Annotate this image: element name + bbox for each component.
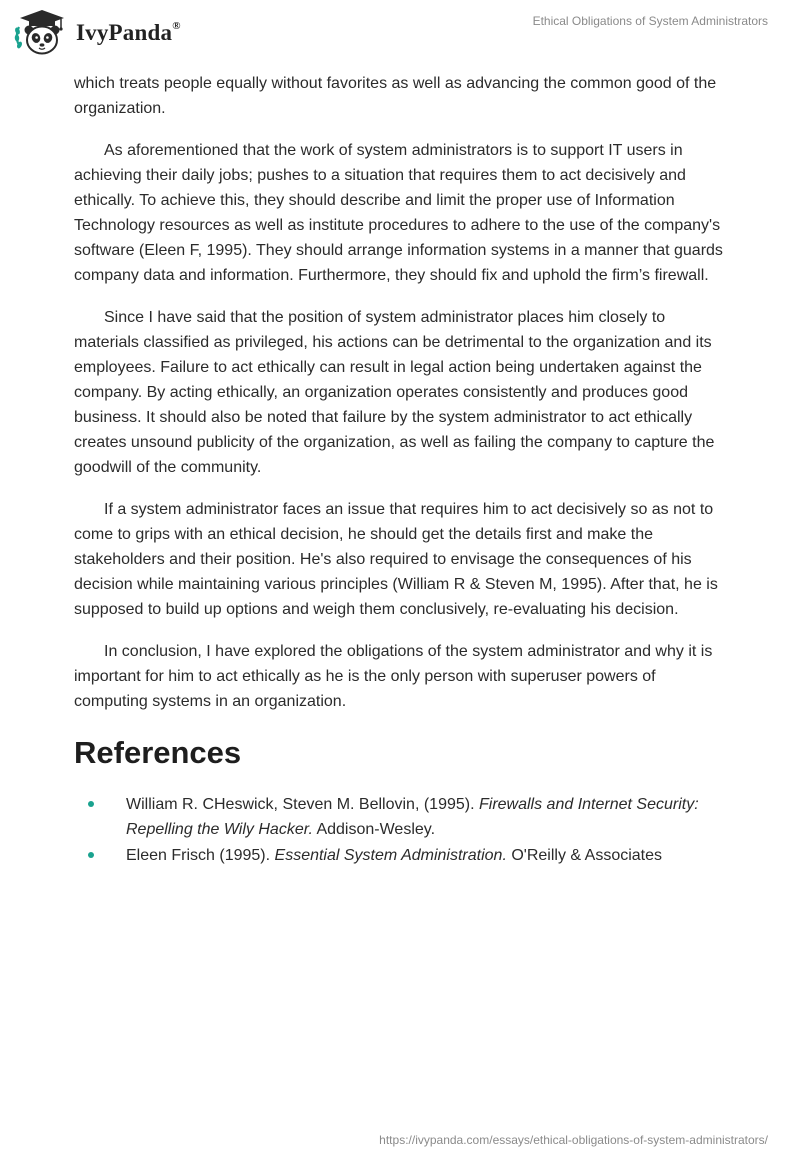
bullet-icon	[88, 852, 94, 858]
page-header	[0, 0, 800, 64]
reference-publisher: O'Reilly & Associates	[506, 847, 663, 864]
body-paragraph: As aforementioned that the work of system administrators is to support IT users in achieving their daily jobs; pushes to a situation that requires them to act decisively and ethically. To achieve this, they should describe and limit the proper use of Information Technology resources as well as institute procedures to adhere to the use of the company's software (Eleen F, 1995). They should arrange information systems in a manner that guards company data and information. Furthermore, they should fix and uphold the firm’s firewall.	[74, 142, 723, 284]
reference-title: Firewalls and Internet Security: Repelling the Wily Hacker.	[126, 796, 699, 838]
references-heading: References	[74, 735, 242, 770]
body-paragraph: which treats people equally without favorites as well as advancing the common good of the organization.	[74, 75, 717, 117]
panda-graduate-icon	[14, 7, 70, 57]
reference-title: Essential System Administration.	[274, 847, 507, 864]
brand-logo[interactable]	[14, 7, 181, 57]
reference-authors: Eleen Frisch (1995).	[126, 847, 275, 864]
reference-item	[74, 792, 730, 842]
body-paragraph: In conclusion, I have explored the obligations of the system administrator and why it is important for him to act ethically as he is the only person with superuser powers of computing systems in an organization.	[74, 643, 713, 710]
references-list	[74, 792, 730, 868]
registered-mark: ®	[172, 20, 181, 33]
reference-item	[74, 843, 730, 868]
essay-content	[74, 71, 730, 869]
document-title: Ethical Obligations of System Administrators	[532, 14, 768, 28]
reference-authors: William R. CHeswick, Steven M. Bellovin, (1995).	[126, 796, 479, 813]
brand-name: IvyPanda®	[76, 20, 181, 45]
bullet-icon	[88, 801, 94, 807]
source-url-link[interactable]: https://ivypanda.com/essays/ethical-obligations-of-system-administrators/	[379, 1133, 768, 1147]
reference-publisher: Addison-Wesley.	[312, 821, 436, 838]
body-paragraph: Since I have said that the position of system administrator places him closely to materials classified as privileged, his actions can be detrimental to the organization and its employees. Failure to act ethically can result in legal action being undertaken against the company. By acting ethically, an organization operates consistently and produces good business. It should also be noted that failure by the system administrator to act ethically creates unsound publicity of the organization, as well as failing the company to capture the goodwill of the community.	[74, 309, 715, 476]
body-paragraph: If a system administrator faces an issue that requires him to act decisively so as not to come to grips with an ethical decision, he should get the details first and make the stakeholders and their position. He's also required to envisage the consequences of his decision while maintaining various principles (William R & Steven M, 1995). After that, he is supposed to build up options and weigh them conclusively, re-evaluating his decision.	[74, 501, 718, 618]
